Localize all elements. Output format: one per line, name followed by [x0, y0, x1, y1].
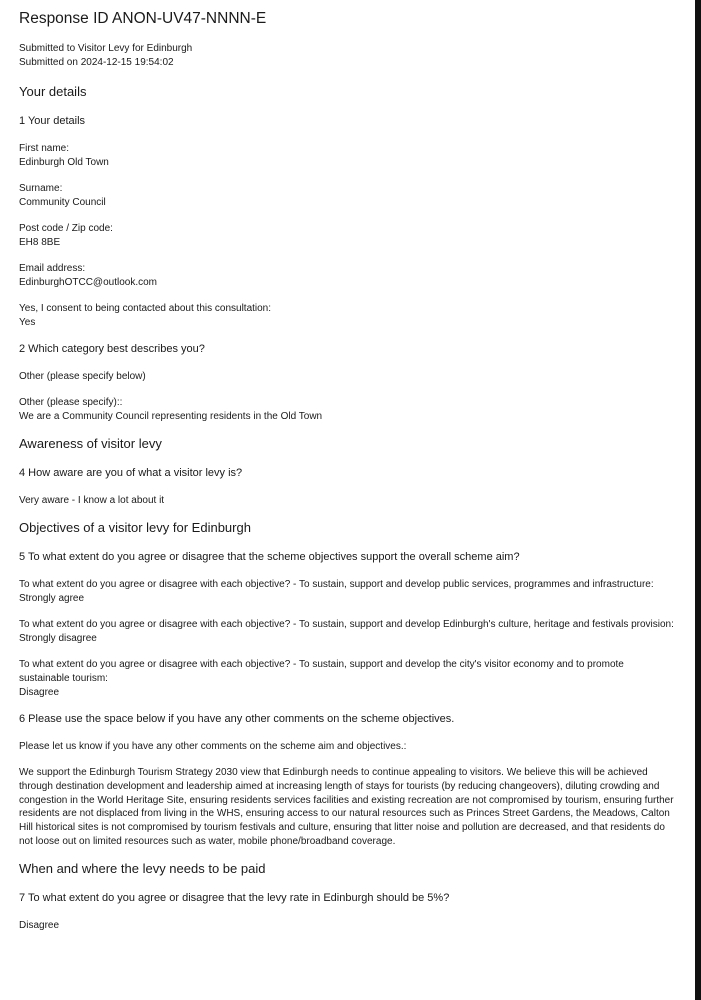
awareness-answer: [19, 494, 675, 508]
detail-label: Yes, I consent to being contacted about this consultation:: [19, 303, 272, 314]
answer-value: Other (please specify below): [19, 371, 146, 382]
objective-label: To what extent do you agree or disagree with each objective? - To sustain, support and develop Edinburgh's culture, heritage and festivals provision:: [19, 619, 674, 630]
objective-label: To what extent do you agree or disagree with each objective? - To sustain, support and develop public services, programmes and infrastructure:: [19, 579, 654, 590]
detail-label: Surname:: [19, 183, 63, 194]
submission-meta: [19, 42, 675, 70]
detail-first-name: [19, 142, 675, 170]
detail-label: Post code / Zip code:: [19, 223, 113, 234]
detail-value: EH8 8BE: [19, 237, 61, 248]
detail-value: Yes: [19, 317, 36, 328]
objective-label: To what extent do you agree or disagree with each objective? - To sustain, support and develop the city's visitor economy and to promote sustainable tourism:: [19, 659, 624, 684]
objective-answer-2: [19, 618, 675, 646]
section-objectives: Objectives of a visitor levy for Edinburgh: [19, 520, 251, 535]
response-id-title: Response ID ANON-UV47-NNNN-E: [19, 10, 267, 27]
submitted-on: Submitted on 2024-12-15 19:54:02: [19, 57, 174, 68]
question-2: 2 Which category best describes you?: [19, 343, 205, 355]
detail-value: Edinburgh Old Town: [19, 157, 109, 168]
other-comments-text: We support the Edinburgh Tourism Strategy 2030 view that Edinburgh needs to continue appealing to visitors. We believe this will be achieved through destination development and leadership aimed at increasing length of stays for tourists (by reducing changeovers), diluting crowding and congestion in the World Heritage Site, ensuring residents services facilities and existing recreation are not compromised by tourism, ensuring further residents are not displaced from living in the WHS, ensuring access to our natural resources such as Princes Street Gardens, the Meadows, Calton Hill historical sites is not compromised by tourism festivals and culture, ensuring that litter noise and pollution are decreased, and that residents do not loose out on limited resources such as water, mobile phone/broadband coverage.: [19, 767, 674, 847]
category-answer: [19, 370, 675, 384]
other-comments-label-block: [19, 740, 675, 754]
question-5: 5 To what extent do you agree or disagree that the scheme objectives support the overall scheme aim?: [19, 551, 520, 563]
detail-label: Email address:: [19, 263, 86, 274]
objective-value: Disagree: [19, 687, 60, 698]
submitted-to: Submitted to Visitor Levy for Edinburgh: [19, 43, 193, 54]
detail-postcode: [19, 222, 675, 250]
answer-value: Disagree: [19, 919, 60, 931]
detail-value: EdinburghOTCC@outlook.com: [19, 277, 157, 288]
question-4: 4 How aware are you of what a visitor levy is?: [19, 467, 243, 479]
detail-label: First name:: [19, 143, 70, 154]
question-6: 6 Please use the space below if you have any other comments on the scheme objectives.: [19, 713, 455, 725]
other-comments-label: Please let us know if you have any other comments on the scheme aim and objectives.:: [19, 741, 407, 752]
section-your-details: Your details: [19, 84, 87, 99]
detail-surname: [19, 182, 675, 210]
section-when-where: When and where the levy needs to be paid: [19, 860, 266, 876]
section-awareness: Awareness of visitor levy: [19, 436, 162, 451]
levy-rate-answer: [19, 919, 675, 933]
detail-consent: [19, 302, 675, 330]
detail-value: Community Council: [19, 197, 106, 208]
specify-label: Other (please specify)::: [19, 397, 123, 408]
question-1: 1 Your details: [19, 115, 86, 127]
objective-value: Strongly agree: [19, 593, 85, 604]
specify-value: We are a Community Council representing residents in the Old Town: [19, 411, 323, 422]
answer-value: Very aware - I know a lot about it: [19, 495, 165, 506]
objective-answer-1: [19, 578, 675, 606]
detail-email: [19, 262, 675, 290]
question-7: 7 To what extent do you agree or disagree that the levy rate in Edinburgh should be 5%?: [19, 891, 450, 904]
objective-value: Strongly disagree: [19, 633, 97, 644]
objective-answer-3: [19, 658, 675, 700]
category-specify: [19, 396, 675, 424]
page-edge-border: [695, 0, 701, 1000]
